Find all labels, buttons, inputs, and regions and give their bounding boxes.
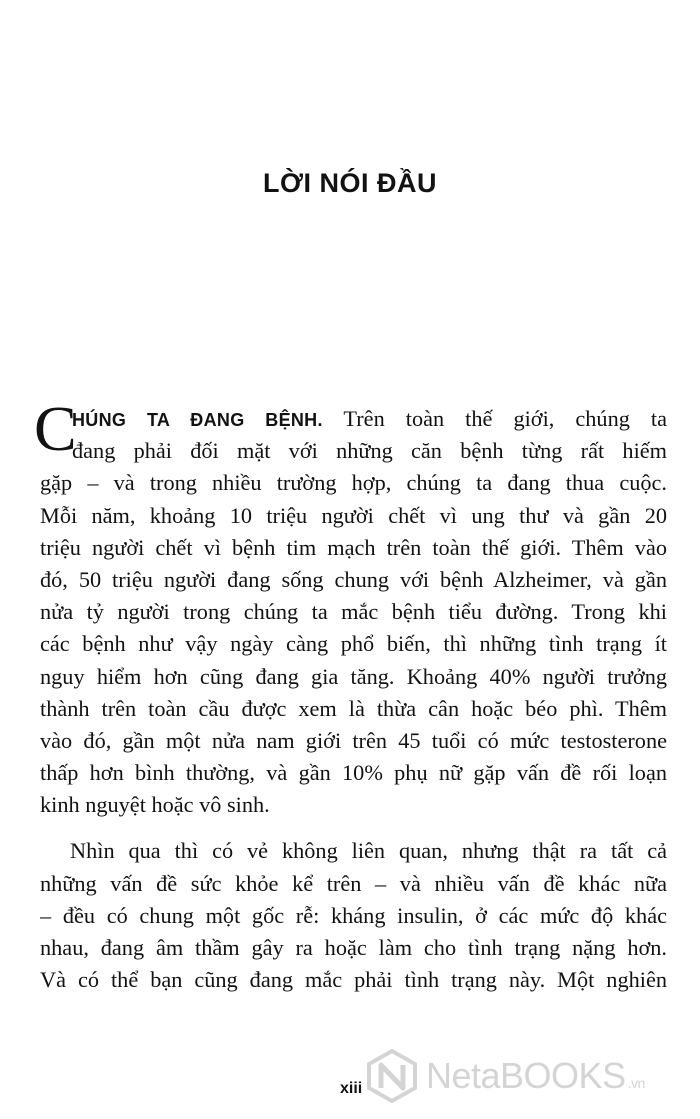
paragraph-1-line-2: đang phải đối mặt với những căn bệnh từng rất hiếm [72,438,667,464]
paragraph-2-line-3: – đều có chung một gốc rễ: kháng insulin, ở các mức độ khác [40,902,667,928]
paragraph-1-line-1: HÚNG TA ĐANG BỆNH. Trên toàn thế giới, chúng ta [72,406,667,431]
watermark-brand: NetaBOOKS .vn [426,1055,645,1096]
drop-cap: C [34,393,77,464]
body-text [34,393,667,996]
paragraph-2-line-1: Nhìn qua thì có vẻ không liên quan, nhưng thật ra tất cả [70,838,667,864]
paragraph-1-line-9: nguy hiểm hơn cũng đang gia tăng. Khoảng 40% người trưởng [40,663,667,689]
paragraph-1-line-13: kinh nguyệt hoặc vô sinh. [40,792,270,818]
paragraph-1 [34,393,667,821]
watermark [364,1046,694,1106]
netabooks-n-logo-icon [364,1048,420,1104]
paragraph-1-line-3: gặp – và trong nhiều trường hợp, chúng ta đang thua cuộc. [40,470,667,496]
paragraph-1-line-7: nửa tỷ người trong chúng ta mắc bệnh tiểu đường. Trong khi [40,599,667,625]
paragraph-2-line-4: nhau, đang âm thầm gây ra hoặc làm cho tình trạng nặng hơn. [40,935,667,960]
page-number: xiii [340,1080,363,1097]
paragraph-1-line-12: thấp hơn bình thường, và gần 10% phụ nữ gặp vấn đề rối loạn [40,760,667,786]
page-title: LỜI NÓI ĐẦU [262,168,438,198]
paragraph-1-line-4: Mỗi năm, khoảng 10 triệu người chết vì ung thư và gần 20 [40,502,667,528]
paragraph-1-line-6: đó, 50 triệu người đang sống chung với bệnh Alzheimer, và gần [40,566,667,592]
paragraph-1-line-11: vào đó, gần một nửa nam giới trên 45 tuổi có mức testosterone [40,727,667,753]
lead-caps: HÚNG TA ĐANG BỆNH. [72,410,323,430]
paragraph-1-line-5: triệu người chết vì bệnh tim mạch trên toàn thế giới. Thêm vào [40,534,667,560]
paragraph-2-line-2: những vấn đề sức khỏe kể trên – và nhiều vấn đề khác nữa [40,870,667,896]
paragraph-2-line-5: Và có thể bạn cũng đang mắc phải tình trạng này. Một nghiên [40,967,667,993]
paragraph-1-line-10: thành trên toàn cầu được xem là thừa cân hoặc béo phì. Thêm [40,695,667,721]
paragraph-1-line-8: các bệnh như vậy ngày càng phổ biến, thì những tình trạng ít [40,631,667,657]
paragraph-2 [40,835,667,996]
